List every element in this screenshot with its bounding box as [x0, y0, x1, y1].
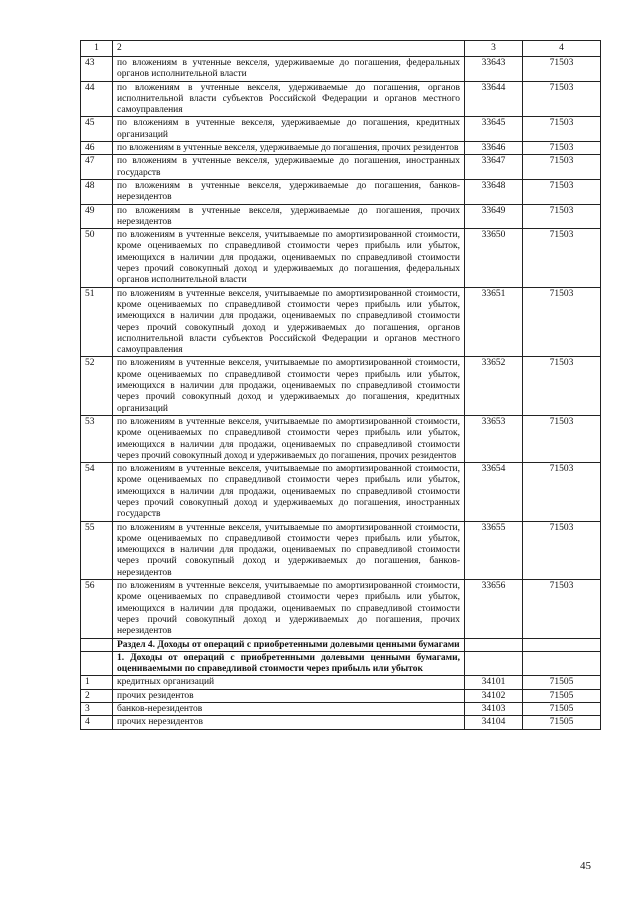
row-number: 52: [81, 357, 113, 415]
row-number: 44: [81, 81, 113, 117]
row-description: по вложениям в учтенные векселя, учитываемые по амортизированной стоимости, кроме оцениваемых по справедливой стоимости через прибыль или убыток, имеющихся в наличии для продажи, оцениваемых по справедливой стоимости через прочий совокупный доход и удерживаемых до погашения, федеральных органов исполнительной власти: [113, 229, 465, 287]
row-account-code: 33653: [465, 415, 523, 462]
table-row: [81, 81, 601, 117]
row-account-code: 33649: [465, 204, 523, 229]
table-row: [81, 204, 601, 229]
row-account-code: 33645: [465, 117, 523, 142]
row-number: 2: [81, 689, 113, 702]
row-symbol: 71503: [523, 229, 601, 287]
row-account-code: 33650: [465, 229, 523, 287]
row-symbol: 71505: [523, 703, 601, 716]
table-row: [81, 676, 601, 689]
table-row: [81, 463, 601, 521]
row-description: по вложениям в учтенные векселя, учитываемые по амортизированной стоимости, кроме оцениваемых по справедливой стоимости через прибыль или убыток, имеющихся в наличии для продажи, оцениваемых по справедливой стоимости через прочий совокупный доход и удерживаемых до погашения, иностранных государств: [113, 463, 465, 521]
row-symbol: 71503: [523, 142, 601, 155]
row-description: банков-нерезидентов: [113, 703, 465, 716]
row-account-code: 33651: [465, 287, 523, 357]
table-row: [81, 357, 601, 415]
row-symbol: [523, 638, 601, 651]
table-row: [81, 287, 601, 357]
table-row: [81, 229, 601, 287]
row-description: по вложениям в учтенные векселя, учитываемые по амортизированной стоимости, кроме оцениваемых по справедливой стоимости через прибыль или убыток, имеющихся в наличии для продажи, оцениваемых по справедливой стоимости через прочий совокупный доход и удерживаемых до погашения, прочих нерезидентов: [113, 580, 465, 638]
row-account-code: 33654: [465, 463, 523, 521]
row-symbol: 71503: [523, 521, 601, 579]
header-row: [81, 41, 601, 57]
row-account-code: 33643: [465, 57, 523, 82]
header-col-4: 4: [523, 41, 601, 57]
row-symbol: 71503: [523, 415, 601, 462]
row-number: 3: [81, 703, 113, 716]
row-description: по вложениям в учтенные векселя, удерживаемые до погашения, органов исполнительной власти субъектов Российской Федерации и органов местного самоуправления: [113, 81, 465, 117]
row-number: 49: [81, 204, 113, 229]
table-row: [81, 155, 601, 180]
header-col-2: 2: [113, 41, 465, 57]
row-symbol: [523, 651, 601, 676]
header-col-1: 1: [81, 41, 113, 57]
row-description: по вложениям в учтенные векселя, удерживаемые до погашения, федеральных органов исполнительной власти: [113, 57, 465, 82]
header-col-3: 3: [465, 41, 523, 57]
row-account-code: 33646: [465, 142, 523, 155]
row-number: [81, 651, 113, 676]
row-description: по вложениям в учтенные векселя, учитываемые по амортизированной стоимости, кроме оцениваемых по справедливой стоимости через прибыль или убыток, имеющихся в наличии для продажи, оцениваемых по справедливой стоимости через прочий совокупный доход и удерживаемых до погашения, кредитных организаций: [113, 357, 465, 415]
row-symbol: 71503: [523, 117, 601, 142]
row-number: 4: [81, 716, 113, 729]
row-description: прочих резидентов: [113, 689, 465, 702]
table-row: [81, 142, 601, 155]
table-row: [81, 415, 601, 462]
row-symbol: 71505: [523, 676, 601, 689]
row-number: 50: [81, 229, 113, 287]
table-row: [81, 716, 601, 729]
row-number: 53: [81, 415, 113, 462]
table-row: [81, 651, 601, 676]
row-account-code: 34102: [465, 689, 523, 702]
row-account-code: 33656: [465, 580, 523, 638]
row-description: по вложениям в учтенные векселя, удерживаемые до погашения, банков-нерезидентов: [113, 179, 465, 204]
page-number: 45: [580, 860, 591, 872]
row-description: по вложениям в учтенные векселя, учитываемые по амортизированной стоимости, кроме оцениваемых по справедливой стоимости через прибыль или убыток, имеющихся в наличии для продажи, оцениваемых по справедливой стоимости через прочий совокупный доход и удерживаемых до погашения, прочих резидентов: [113, 415, 465, 462]
row-description: кредитных организаций: [113, 676, 465, 689]
row-account-code: 33647: [465, 155, 523, 180]
row-description: Раздел 4. Доходы от операций с приобретенными долевыми ценными бумагами: [113, 638, 465, 651]
row-account-code: [465, 638, 523, 651]
table-row: [81, 580, 601, 638]
row-account-code: 34104: [465, 716, 523, 729]
table-row: [81, 521, 601, 579]
row-description: по вложениям в учтенные векселя, удерживаемые до погашения, прочих нерезидентов: [113, 204, 465, 229]
row-account-code: 34103: [465, 703, 523, 716]
row-symbol: 71503: [523, 81, 601, 117]
row-number: 1: [81, 676, 113, 689]
row-description: по вложениям в учтенные векселя, учитываемые по амортизированной стоимости, кроме оцениваемых по справедливой стоимости через прибыль или убыток, имеющихся в наличии для продажи, оцениваемых по справедливой стоимости через прочий совокупный доход и удерживаемых до погашения, банков-нерезидентов: [113, 521, 465, 579]
row-number: 46: [81, 142, 113, 155]
row-number: 56: [81, 580, 113, 638]
row-symbol: 71503: [523, 179, 601, 204]
row-account-code: 33655: [465, 521, 523, 579]
row-symbol: 71503: [523, 357, 601, 415]
row-account-code: 33644: [465, 81, 523, 117]
row-number: 55: [81, 521, 113, 579]
accounts-table: [80, 40, 601, 730]
row-symbol: 71503: [523, 580, 601, 638]
table-row: [81, 703, 601, 716]
table-row: [81, 57, 601, 82]
row-number: 47: [81, 155, 113, 180]
row-symbol: 71503: [523, 204, 601, 229]
row-description: по вложениям в учтенные векселя, удерживаемые до погашения, иностранных государств: [113, 155, 465, 180]
row-number: 45: [81, 117, 113, 142]
row-number: 48: [81, 179, 113, 204]
row-description: прочих нерезидентов: [113, 716, 465, 729]
row-number: [81, 638, 113, 651]
row-symbol: 71503: [523, 287, 601, 357]
table-row: [81, 689, 601, 702]
row-account-code: 33648: [465, 179, 523, 204]
table-body: [81, 41, 601, 730]
row-account-code: [465, 651, 523, 676]
row-description: по вложениям в учтенные векселя, учитываемые по амортизированной стоимости, кроме оцениваемых по справедливой стоимости через прибыль или убыток, имеющихся в наличии для продажи, оцениваемых по справедливой стоимости через прочий совокупный доход и удерживаемых до погашения, органов исполнительной власти субъектов Российской Федерации и органов местного самоуправления: [113, 287, 465, 357]
row-symbol: 71503: [523, 57, 601, 82]
row-symbol: 71505: [523, 716, 601, 729]
row-description: по вложениям в учтенные векселя, удерживаемые до погашения, прочих резидентов: [113, 142, 465, 155]
row-account-code: 34101: [465, 676, 523, 689]
table-row: [81, 638, 601, 651]
row-symbol: 71503: [523, 463, 601, 521]
row-number: 43: [81, 57, 113, 82]
row-account-code: 33652: [465, 357, 523, 415]
row-number: 54: [81, 463, 113, 521]
row-symbol: 71505: [523, 689, 601, 702]
row-symbol: 71503: [523, 155, 601, 180]
table-row: [81, 117, 601, 142]
row-number: 51: [81, 287, 113, 357]
row-description: 1. Доходы от операций с приобретенными долевыми ценными бумагами, оцениваемыми по справедливой стоимости через прибыль или убыток: [113, 651, 465, 676]
table-row: [81, 179, 601, 204]
row-description: по вложениям в учтенные векселя, удерживаемые до погашения, кредитных организаций: [113, 117, 465, 142]
